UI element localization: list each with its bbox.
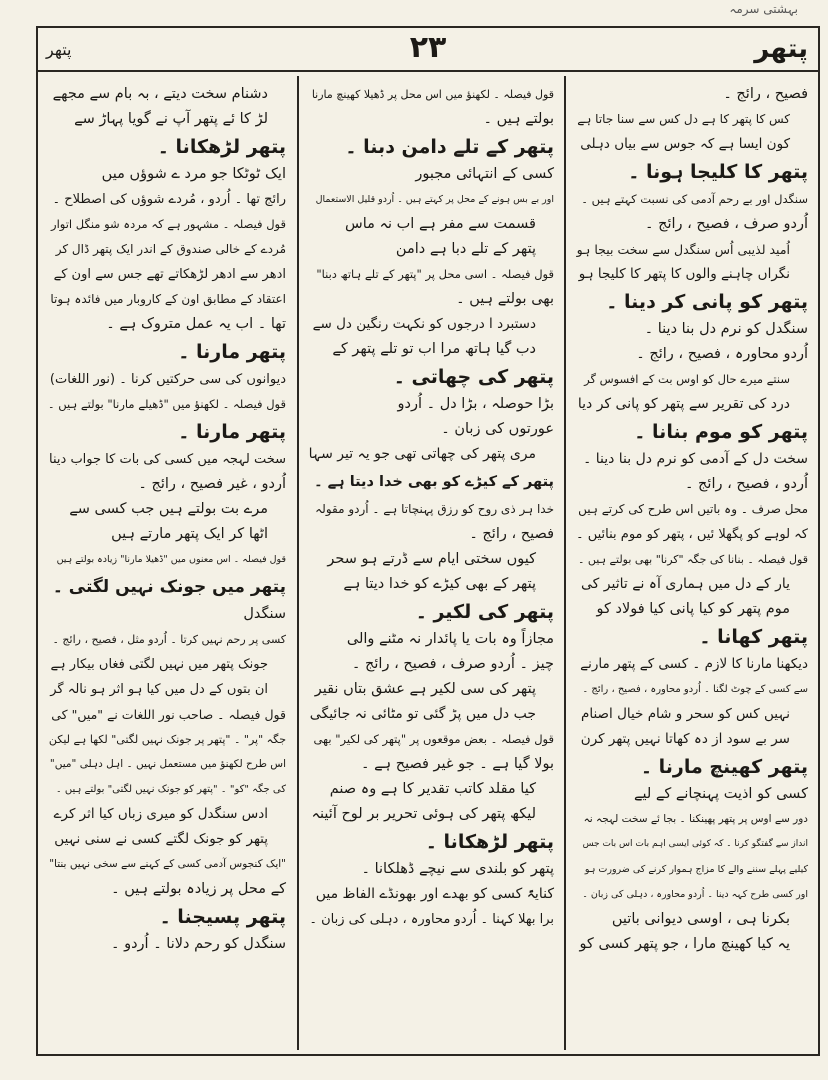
verse-line: قسمت سے مفر ہے اب نہ ماس: [345, 216, 536, 232]
text-line: کے محل پر زیادہ بولتے ہیں ۔: [111, 881, 286, 897]
verse-line: سنتے میرے حال کو اوس بت کے افسوس گر: [584, 372, 790, 386]
text-line: کیلیے پہلے سننے والے کا مزاج ہموار کرنے کی ضرورت ہو: [584, 864, 808, 875]
verse-line: لڑ کا ئے پتھر آپ نے گویا پہاڑ سے: [74, 111, 268, 127]
column-divider: [564, 76, 566, 1050]
text-line: انداز سے گفتگو کرنا ۔ کہ کوئی ایسی اہم بات اس بات جس: [582, 839, 808, 849]
verse-line: جونک پتھر میں نہیں لگتی فغاں بیکار ہے: [50, 657, 268, 672]
text-line: اس طرح لکھنؤ میں مستعمل نہیں ۔ اہل دہلی "میں": [49, 758, 286, 770]
text-line: سخت لہجہ میں کسی کی بات کا جواب دینا: [49, 452, 286, 467]
verse-line: ان بتوں کے دل میں کیا ہو اثر ہو نالہ گر: [50, 682, 268, 697]
verse-line: نگراں چاہنے والوں کا پتھر کا کلیجا ہو: [578, 266, 790, 282]
column-right: [568, 76, 816, 1050]
text-line: اُردو صرف ، فصیح ، رائج ۔: [644, 216, 808, 232]
text-line: مجازاً وہ بات یا پائدار نہ مٹنے والی: [346, 631, 554, 647]
text-line: کنایۃً کسی کو بھدے اور بھونڈے الفاظ میں: [315, 886, 554, 902]
verse-line: موم پتھر کو کیا پانی کیا فولاد کو: [596, 601, 790, 617]
text-line: بڑا حوصلہ ، بڑا دل ۔ اُردو: [397, 396, 554, 412]
verse-line: جب دل میں پڑ گئی تو مٹائی نہ جائیگی: [309, 706, 536, 722]
text-line: سے کسی کے چوٹ لگنا ۔ اُردو محاورہ ، فصیح ، رائج ۔: [582, 684, 808, 695]
text-line: پتھر کو بلندی سے نیچے ڈھلکانا ۔: [361, 861, 554, 877]
entry-headword: پتھر میں جونک نہیں لگتی ۔: [52, 577, 286, 597]
text-line: "ایک کنجوس آدمی کسی کے کہنے سے سخی نہیں بنتا": [49, 858, 286, 870]
text-line: بولا گیا ہے ۔ جو غیر فصیح ہے ۔: [361, 756, 554, 772]
verse-line: ادس سنگدل کو میری زباں کیا اثر کرے: [53, 806, 268, 822]
text-line: قول فیصلہ ۔ بعض موقعوں پر "پتھر کی لکیر" بھی: [313, 732, 554, 746]
page-number: ۲۳: [409, 30, 447, 65]
verse-line: پتھر کے تلے دبا ہے دامن: [395, 241, 536, 257]
text-line: ادھر سے ادھر لڑھکاتے تھے جس سے اون کے: [53, 267, 286, 282]
text-line: جگہ "پر" ۔ "پتھر پر جونک نہیں لگتی" لکھا ہے لیکن: [48, 733, 286, 746]
entry-headword: پتھر کو پانی کر دینا ۔: [606, 291, 808, 313]
verse-line: پتھر کے بھی کیڑے کو خدا دیتا ہے: [343, 576, 536, 592]
text-line: ایک ٹوٹکا جو مرد ے شوؤں میں: [101, 166, 286, 182]
text-line: سنگدل کو نرم دل بنا دینا ۔: [644, 321, 808, 337]
verse-line: کون ایسا ہے کہ جوس سے بیاں دہلی: [580, 136, 790, 152]
verse-line: پتھر کو جونک لگتے کسی نے سنی نہیں: [54, 831, 268, 847]
entry-headword: پتھر کا کلیجا ہونا ۔: [628, 161, 808, 183]
entry-headword: پتھر پسیجنا ۔: [159, 906, 286, 928]
column-middle: [300, 76, 562, 1050]
entry-headword: پتھر لڑھکانا ۔: [425, 831, 554, 853]
text-line: سخت دل کے آدمی کو نرم دل بنا دینا ۔: [583, 451, 808, 467]
text-line: تھا ۔ اب یہ عمل متروک ہے ۔: [106, 316, 286, 332]
entry-headword: پتھر مارنا ۔: [178, 341, 286, 363]
verse-line: نہیں کس کو سحر و شام خیال اصنام: [581, 706, 790, 722]
text-line: چیز ۔ اُردو صرف ، فصیح ، رائج ۔: [351, 656, 554, 672]
verse-line: یہ کیا کھینچ مارا ، جو پتھر کسی کو: [579, 936, 790, 952]
entry-headword: پتھر کے تلے دامن دبنا ۔: [345, 136, 554, 158]
entry-headword: پتھر کی چھاتی ۔: [393, 366, 554, 388]
verse-line: لیکھ پتھر کی ہوئی تحریر بر لوح آئینہ: [311, 806, 536, 822]
text-line: کسی پر رحم نہیں کرتا ۔ اُردو مثل ، فصیح ، رائج ۔: [52, 633, 286, 646]
text-line: خدا ہر ذی روح کو رزق پہنچاتا ہے ۔ اُردو مقولہ: [315, 502, 554, 516]
text-line: سنگدل کو رحم دلانا ۔ اُردو ۔: [110, 936, 286, 952]
text-line: قول فیصلہ ۔ لکھنؤ میں اس محل پر ڈھیلا کھینچ مارنا: [311, 88, 554, 101]
entry-headword: پتھر کی لکیر ۔: [415, 601, 554, 623]
text-line: اعتقاد کے مطابق اون کے کاروبار میں فائدہ ہوتا: [50, 292, 286, 306]
verse-line: دب گیا ہاتھ مرا اب تو تلے پتھر کے: [332, 341, 536, 357]
page-header: [36, 26, 820, 72]
header-right-word: پتھر: [754, 34, 808, 64]
text-line: کہ لوہے کو پگھلا ئیں ، پتھر کو موم بنائیں ۔: [575, 527, 808, 542]
entry-headword: پتھر کھینچ مارنا ۔: [640, 756, 808, 778]
text-line: دیوانوں کی سی حرکتیں کرنا ۔ (نور اللغات): [49, 372, 286, 387]
text-line: سنگدل اور بے رحم آدمی کی نسبت کہتے ہیں ۔: [581, 192, 808, 206]
entry-headword: پتھر کے کیڑے کو بھی خدا دیتا ہے ۔: [314, 474, 554, 490]
text-line: فصیح ، رائج ۔: [469, 526, 554, 542]
text-line: قول فیصلہ ۔ صاحب نور اللغات نے "میں" کی: [51, 707, 286, 722]
verse-line: مرے بت بولتے ہیں جب کسی سے: [69, 501, 268, 517]
text-line: کسی کے انتہائی مجبور: [415, 166, 554, 182]
entry-headword: پتھر کھانا ۔: [699, 626, 808, 648]
verse-line: سر بے سود از دہ کھاتا نہیں پتھر کرن: [580, 731, 790, 747]
top-note: بہشتی سرمہ: [729, 2, 798, 16]
verse-line: کیا مقلد کاتب تقدیر کا ہے وہ صنم: [329, 781, 536, 797]
verse-line: درد کی تقریر سے پتھر کو پانی کر دیا: [577, 396, 790, 412]
text-line: سنگدل: [243, 606, 286, 622]
text-line: دیکھنا مارنا کا لازم ۔ کسی کے پتھر مارنے: [580, 656, 808, 672]
verse-line: کیوں سختی ایام سے ڈرتے ہو سحر: [327, 551, 536, 567]
verse-line: اُمید لذیبی اُس سنگدل سے سخت بیجا ہو: [576, 242, 790, 257]
text-line: بھی بولتے ہیں ۔: [456, 291, 554, 307]
verse-line: پتھر کی سی لکیر ہے عشق بتاں نقیر: [314, 681, 536, 697]
entry-headword: پتھر لڑھکانا ۔: [157, 136, 286, 158]
header-left-word: پتھر: [46, 40, 72, 59]
text-line: قول فیصلہ ۔ اسی محل پر "پتھر کے تلے ہاتھ دبنا": [316, 267, 554, 281]
text-line: قول فیصلہ ۔ اس معنوں میں "ڈھیلا مارنا" زیادہ بولتے ہیں: [56, 554, 286, 565]
text-line: اور بے بس ہونے کے محل پر کہتے ہیں ۔ اُردو قلیل الاستعمال: [315, 194, 554, 205]
text-line: اُردو محاورہ ، فصیح ، رائج ۔: [636, 346, 808, 362]
verse-line: بکرنا ہی ، اوسی دیوانی باتیں: [611, 911, 790, 927]
text-line: اُردو ، غیر فصیح ، رائج ۔: [138, 476, 286, 492]
text-line: بولتے ہیں ۔: [483, 111, 554, 127]
verse-line: دشنام سخت دیتے ، بہ بام سے مجھے: [52, 86, 268, 102]
verse-line: مری پتھر کی چھاتی تھی جو یہ تیر سہا: [308, 446, 536, 462]
text-line: اور کسی طرح کہہ دینا ۔ اُردو محاورہ ، دہلی کی زبان ۔: [582, 889, 808, 900]
text-line: قول فیصلہ ۔ مشہور ہے کہ مردہ شو منگل اتوار: [51, 217, 286, 231]
text-line: فصیح ، رائج ۔: [723, 86, 808, 102]
entry-headword: پتھر مارنا ۔: [178, 421, 286, 443]
text-line: کسی کو اذیت پہنچانے کے لیے: [633, 786, 808, 802]
text-line: اُردو ، فصیح ، رائج ۔: [684, 476, 808, 492]
text-line: محل صرف ۔ وہ باتیں اس طرح کی کرتے ہیں: [578, 502, 808, 516]
verse-line: کس کا پتھر کا ہے دل کس سے سنا جاتا ہے: [577, 112, 790, 126]
text-line: دور سے اوس پر پتھر پھینکنا ۔ بجا ئے سخت لہجہ نہ: [583, 813, 808, 825]
text-line: مُردے کے خالی صندوق کے اندر ایک پتھر ڈال کر: [55, 242, 286, 256]
verse-line: یار کے دل میں ہماری آہ نے تاثیر کی: [581, 576, 790, 592]
verse-line: دستبرد ا درجوں کو نکہت رنگین دل سے: [312, 316, 536, 332]
column-left: [40, 76, 294, 1050]
text-line: عورتوں کی زبان ۔: [441, 421, 554, 437]
text-line: کی جگہ "کو" ۔ "پتھر کو جونک نہیں لگتی" بولتے ہیں ۔: [55, 784, 286, 795]
column-divider: [297, 76, 299, 1050]
text-line: قول فیصلہ ۔ لکھنؤ میں "ڈھیلے مارنا" بولتے ہیں ۔: [47, 397, 286, 411]
text-line: رائج تھا ۔ اُردو ، مُردے شوؤں کی اصطلاح ۔: [52, 192, 286, 207]
text-line: قول فیصلہ ۔ بنانا کی جگہ "کرنا" بھی بولتے ہیں ۔: [577, 553, 808, 566]
entry-headword: پتھر کو موم بنانا ۔: [634, 421, 808, 443]
text-line: برا بھلا کہنا ۔ اُردو محاورہ ، دہلی کی زبان ۔: [309, 912, 554, 927]
verse-line: اٹھا کر ایک پتھر مارتے ہیں: [111, 526, 268, 542]
